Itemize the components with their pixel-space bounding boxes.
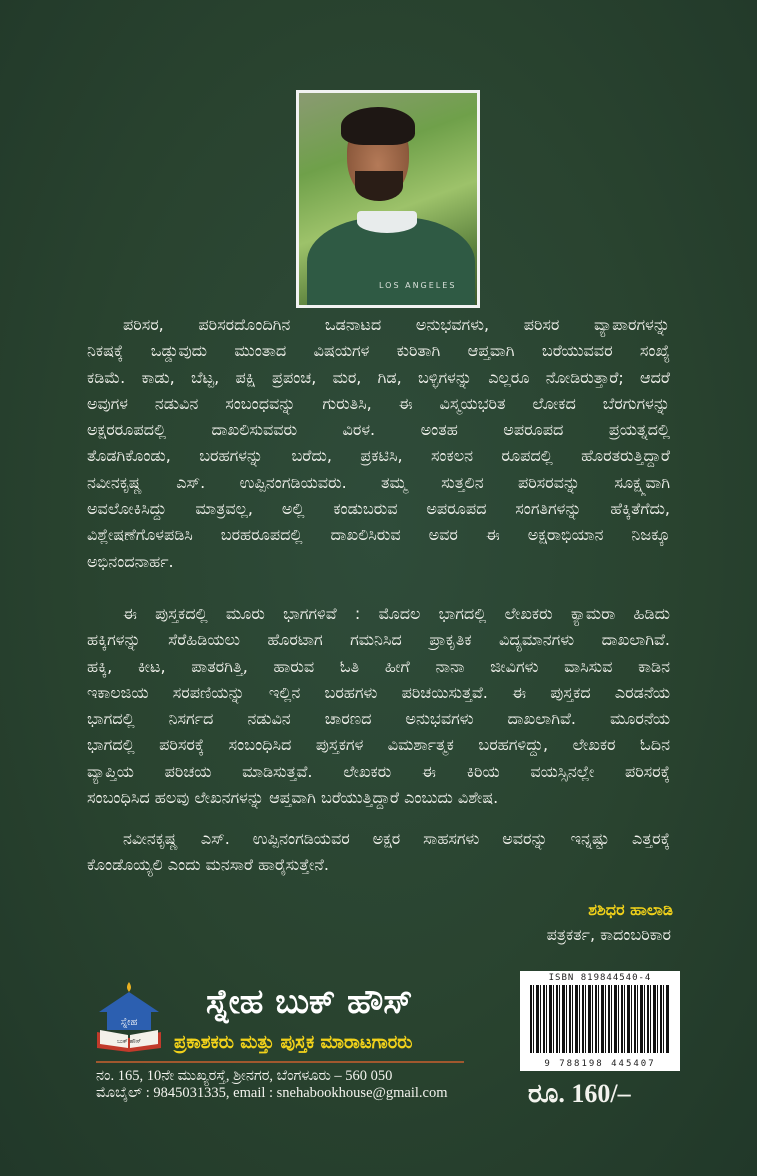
blurb-paragraph-1 [87,312,670,575]
blurb-paragraph-2 [87,601,670,811]
text-line: ಕೊಂಡೊಯ್ಯಲಿ ಎಂದು ಮನಸಾರೆ ಹಾರೈಸುತ್ತೇನೆ. [87,855,329,875]
barcode-bars [530,985,670,1053]
svg-text:ಬುಕ್ ಹೌಸ್: ಬುಕ್ ಹೌಸ್ [116,1038,142,1045]
price: ರೂ. 160/– [528,1079,631,1108]
text-line: ವಿಶ್ಲೇಷಣೆಗೊಳಪಡಿಸಿ ಬರಹರೂಪದಲ್ಲಿ ದಾಖಲಿಸಿರುವ ಅವರ ಈ ಅಕ್ಷರಾಭಿಯಾನ ನಿಜಕ್ಕೂ [87,525,670,545]
publisher-contact: ಮೊಬೈಲ್ : 9845031335, email : snehabookhouse@gmail.com [96,1085,448,1101]
publisher-name: ಸ್ನೇಹ ಬುಕ್ ಹೌಸ್ [206,982,413,1022]
author-hair [341,107,415,145]
text-line: ಅಕ್ಷರರೂಪದಲ್ಲಿ ದಾಖಲಿಸುವವರು ವಿರಳ. ಅಂತಹ ಅಪರೂಪದ ಪ್ರಯತ್ನದಲ್ಲಿ [87,420,670,440]
text-line: ಅವಲೋಕಿಸಿದ್ದು ಮಾತ್ರವಲ್ಲ, ಅಲ್ಲಿ ಕಂಡುಬರುವ ಅಪರೂಪದ ಸಂಗತಿಗಳನ್ನು ಹೆಕ್ಕಿತೆಗೆದು, [87,499,670,519]
text-line: ಇಕಾಲಜಿಯ ಸರಪಣಿಯನ್ನು ಇಲ್ಲಿನ ಬರಹಗಳು ಪರಿಚಯಿಸುತ್ತವೆ. ಈ ಪುಸ್ತಕದ ಎರಡನೆಯ [87,682,670,702]
publisher-address: ನಂ. 165, 10ನೇ ಮುಖ್ಯರಸ್ತೆ, ಶ್ರೀನಗರ, ಬೆಂಗಳೂರು – 560 050 [96,1068,393,1084]
text-line: ಹಕ್ಕಿಗಳನ್ನು ಸೆರೆಹಿಡಿಯಲು ಹೊರಟಾಗ ಗಮನಿಸಿದ ಪ್ರಾಕೃತಿಕ ವಿದ್ಯಮಾನಗಳು ದಾಖಲಾಗಿವೆ. [87,630,670,650]
text-line: ತೊಡಗಿಕೊಂಡು, ಬರಹಗಳನ್ನು ಬರೆದು, ಪ್ರಕಟಿಸಿ, ಸಂಕಲನ ರೂಪದಲ್ಲಿ ಹೊರತರುತ್ತಿದ್ದಾರೆ [87,446,670,466]
text-line: ಸಂಬಂಧಿಸಿದ ಹಲವು ಲೇಖನಗಳನ್ನು ಆಪ್ತವಾಗಿ ಬರೆಯುತ್ತಿದ್ದಾರೆ ಎಂಬುದು ವಿಶೇಷ. [87,788,499,808]
text-line: ಭಾಗದಲ್ಲಿ ನಿಸರ್ಗದ ನಡುವಿನ ಚಾರಣದ ಅನುಭವಗಳು ದಾಖಲಾಗಿವೆ. ಮೂರನೆಯ [87,709,670,729]
text-line: ವ್ಯಾಪ್ತಿಯ ಪರಿಚಯ ಮಾಡಿಸುತ್ತವೆ. ಲೇಖಕರು ಈ ಕಿರಿಯ ವಯಸ್ಸಿನಲ್ಲೇ ಪರಿಸರಕ್ಕೆ [87,761,670,781]
text-line: ಭಾಗದಲ್ಲಿ ಪರಿಸರಕ್ಕೆ ಸಂಬಂಧಿಸಿದ ಪುಸ್ತಕಗಳ ವಿಮರ್ಶಾತ್ಮಕ ಬರಹಗಳಿದ್ದು, ಲೇಖಕರ ಓದಿನ [87,735,670,755]
publisher-tagline: ಪ್ರಕಾಶಕರು ಮತ್ತು ಪುಸ್ತಕ ಮಾರಾಟಗಾರರು [174,1032,413,1053]
author-collar [357,211,417,233]
text-line: ಹಕ್ಕಿ, ಕೀಟ, ಪಾತರಗಿತ್ತಿ, ಹಾರುವ ಓತಿ ಹೀಗೆ ನಾನಾ ಜೀವಿಗಳು ವಾಸಿಸುವ ಕಾಡಿನ [87,656,670,676]
text-line: ಈ ಪುಸ್ತಕದಲ್ಲಿ ಮೂರು ಭಾಗಗಳಿವೆ : ಮೊದಲ ಭಾಗದಲ್ಲಿ ಲೇಖಕರು ಕ್ಯಾಮರಾ ಹಿಡಿದು [123,604,670,623]
text-line: ಪರಿಸರ, ಪರಿಸರದೊಂದಿಗಿನ ಒಡನಾಟದ ಅನುಭವಗಳು, ಪರಿಸರ ವ್ಯಾಪಾರಗಳನ್ನು [123,315,670,334]
blurb-paragraph-3 [87,826,670,879]
text-line: ನಿಕಷಕ್ಕೆ ಒಡ್ಡುವುದು ಮುಂತಾದ ವಿಷಯಗಳ ಕುರಿತಾಗಿ ಆಪ್ತವಾಗಿ ಬರೆಯುವವರ ಸಂಖ್ಯೆ [87,341,670,361]
signature-name: ಶಶಿಧರ ಹಾಲಾಡಿ [588,900,673,919]
text-line: ಕಡಿಮೆ. ಕಾಡು, ಬೆಟ್ಟ, ಪಕ್ಷಿ ಪ್ರಪಂಚ, ಮರ, ಗಿಡ, ಬಳ್ಳಿಗಳನ್ನು ಎಲ್ಲರೂ ನೋಡಿರುತ್ತಾರೆ; ಆದರೆ [87,367,670,387]
svg-text:ಸ್ನೇಹ: ಸ್ನೇಹ [120,1017,138,1028]
signature-role: ಪತ್ರಕರ್ತ, ಕಾದಂಬರಿಕಾರ [546,925,671,944]
text-line: ನವೀನಕೃಷ್ಣ ಎಸ್. ಉಪ್ಪಿನಂಗಡಿಯವರ ಅಕ್ಷರ ಸಾಹಸಗಳು ಅವರನ್ನು ಇನ್ನಷ್ಟು ಎತ್ತರಕ್ಕೆ [123,829,670,848]
isbn-text: ISBN 819844540-4 [548,973,652,983]
divider [96,1061,464,1063]
text-line: ನವೀನಕೃಷ್ಣ ಎಸ್. ಉಪ್ಪಿನಂಗಡಿಯವರು. ತಮ್ಮ ಸುತ್ತಲಿನ ಪರಿಸರವನ್ನು ಸೂಕ್ಷ್ಮವಾಗಿ [87,472,670,492]
barcode-number: 9 788198 445407 [520,1059,680,1069]
isbn-barcode [520,971,680,1071]
text-line: ಅಭಿನಂದನಾರ್ಹ. [87,551,174,571]
text-line: ಅವುಗಳ ನಡುವಿನ ಸಂಬಂಧವನ್ನು ಗುರುತಿಸಿ, ಈ ವಿಸ್ಮಯಭರಿತ ಲೋಕದ ಬೆರಗುಗಳನ್ನು [87,393,670,413]
author-photo [296,90,480,308]
author-beard [355,171,403,201]
publisher-logo-icon [95,980,163,1052]
shirt-print: LOS ANGELES [379,281,457,290]
